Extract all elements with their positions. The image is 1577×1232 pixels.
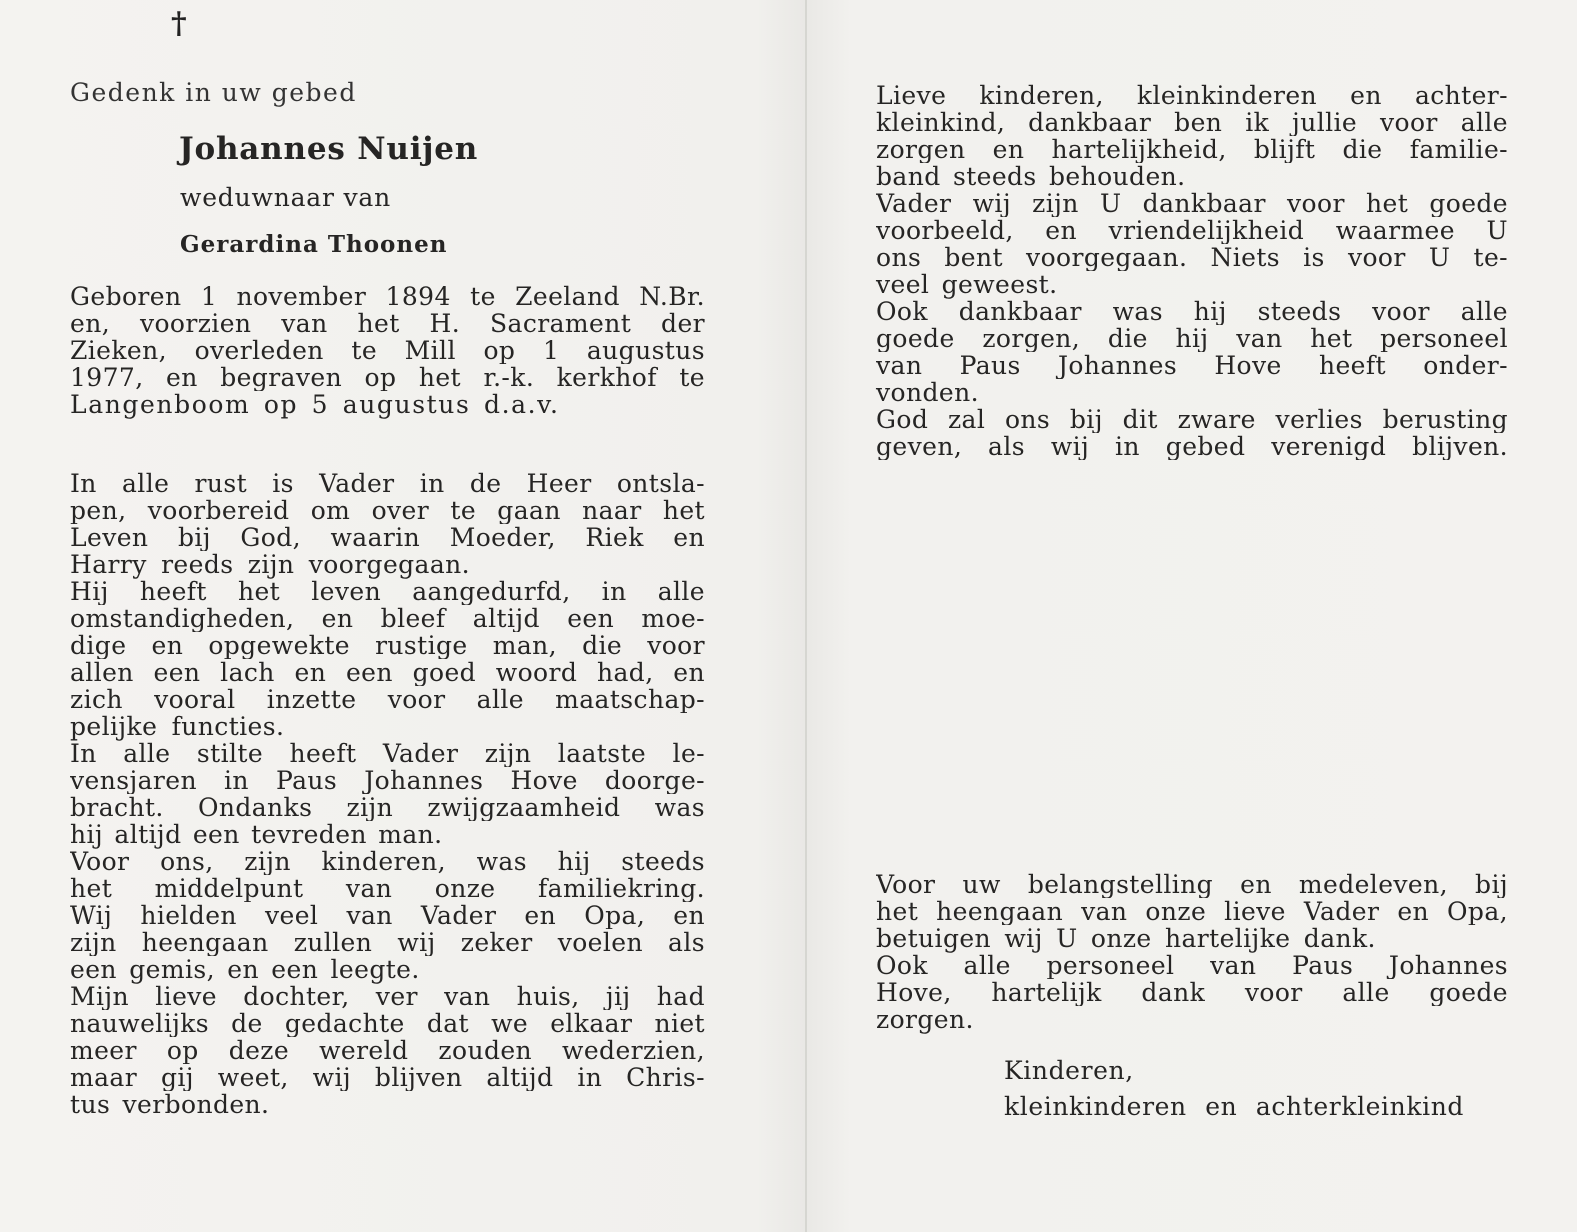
thanks-line: zorgen. <box>876 1005 974 1034</box>
text-line: Hij heeft het leven aangedurfd, in alle <box>70 578 705 605</box>
text-line: geven, als wij in gebed verenigd blijven. <box>876 433 1508 460</box>
widower-of-label: weduwnaar van <box>180 183 392 212</box>
text-line: pelijke functies. <box>70 712 285 741</box>
signature-line: Kinderen, <box>1004 1056 1134 1085</box>
thanks-line: Hove, hartelijk dank voor alle goede <box>876 979 1508 1006</box>
birth-line: en, voorzien van het H. Sacrament der <box>70 310 705 337</box>
text-line: goede zorgen, die hij van het personeel <box>876 325 1508 352</box>
text-line: allen een lach en een goed woord had, en <box>70 659 705 686</box>
text-line: band steeds behouden. <box>876 162 1186 191</box>
birth-line: Geboren 1 november 1894 te Zeeland N.Br. <box>70 283 705 310</box>
text-line: Lieve kinderen, kleinkinderen en achter- <box>876 82 1508 109</box>
text-line: hij altijd een tevreden man. <box>70 820 443 849</box>
text-line: vensjaren in Paus Johannes Hove doorge- <box>70 767 705 794</box>
text-line: een gemis, en een leegte. <box>70 955 420 984</box>
text-line: In alle rust is Vader in de Heer ontsla- <box>70 470 705 497</box>
birth-line: 1977, en begraven op het r.-k. kerkhof te <box>70 364 705 391</box>
text-line: van Paus Johannes Hove heeft onder- <box>876 352 1508 379</box>
thanks-line: Voor uw belangstelling en medeleven, bij <box>876 871 1508 898</box>
text-line: ons bent voorgegaan. Niets is voor U te- <box>876 244 1508 271</box>
spouse-name: Gerardina Thoonen <box>180 231 448 258</box>
text-line: zijn heengaan zullen wij zeker voelen als <box>70 929 705 956</box>
birth-line: Langenboom op 5 augustus d.a.v. <box>70 390 560 419</box>
text-line: Vader wij zijn U dankbaar voor het goede <box>876 190 1508 217</box>
text-line: Wij hielden veel van Vader en Opa, en <box>70 902 705 929</box>
text-line: Leven bij God, waarin Moeder, Riek en <box>70 524 705 551</box>
text-line: kleinkind, dankbaar ben ik jullie voor alle <box>876 109 1508 136</box>
text-line: zich vooral inzette voor alle maatschap- <box>70 686 705 713</box>
text-line: maar gij weet, wij blijven altijd in Chris- <box>70 1064 705 1091</box>
text-line: dige en opgewekte rustige man, die voor <box>70 632 705 659</box>
text-line: In alle stilte heeft Vader zijn laatste le- <box>70 740 705 767</box>
cross-icon: † <box>171 6 187 41</box>
thanks-line: betuigen wij U onze hartelijke dank. <box>876 924 1376 953</box>
text-line: voorbeeld, en vriendelijkheid waarmee U <box>876 217 1508 244</box>
text-line: het middelpunt van onze familiekring. <box>70 875 705 902</box>
deceased-name: Johannes Nuijen <box>179 131 479 167</box>
text-line: Mijn lieve dochter, ver van huis, jij had <box>70 983 705 1010</box>
text-line: veel geweest. <box>876 270 1058 299</box>
thanks-line: Ook alle personeel van Paus Johannes <box>876 952 1508 979</box>
text-line: zorgen en hartelijkheid, blijft die familie- <box>876 136 1508 163</box>
text-line: Ook dankbaar was hij steeds voor alle <box>876 298 1508 325</box>
text-line: God zal ons bij dit zware verlies berusting <box>876 406 1508 433</box>
text-line: pen, voorbereid om over te gaan naar het <box>70 497 705 524</box>
card-fold <box>805 0 807 1232</box>
text-line: Harry reeds zijn voorgegaan. <box>70 550 471 579</box>
thanks-line: het heengaan van onze lieve Vader en Opa, <box>876 898 1508 925</box>
birth-line: Zieken, overleden te Mill op 1 augustus <box>70 337 705 364</box>
signature-line: kleinkinderen en achterkleinkind <box>1004 1092 1465 1121</box>
gedenk-heading: Gedenk in uw gebed <box>70 78 357 107</box>
text-line: omstandigheden, en bleef altijd een moe- <box>70 605 705 632</box>
text-line: vonden. <box>876 378 979 407</box>
text-line: nauwelijks de gedachte dat we elkaar niet <box>70 1010 705 1037</box>
text-line: bracht. Ondanks zijn zwijgzaamheid was <box>70 794 705 821</box>
text-line: Voor ons, zijn kinderen, was hij steeds <box>70 848 705 875</box>
text-line: meer op deze wereld zouden wederzien, <box>70 1037 705 1064</box>
text-line: tus verbonden. <box>70 1090 270 1119</box>
